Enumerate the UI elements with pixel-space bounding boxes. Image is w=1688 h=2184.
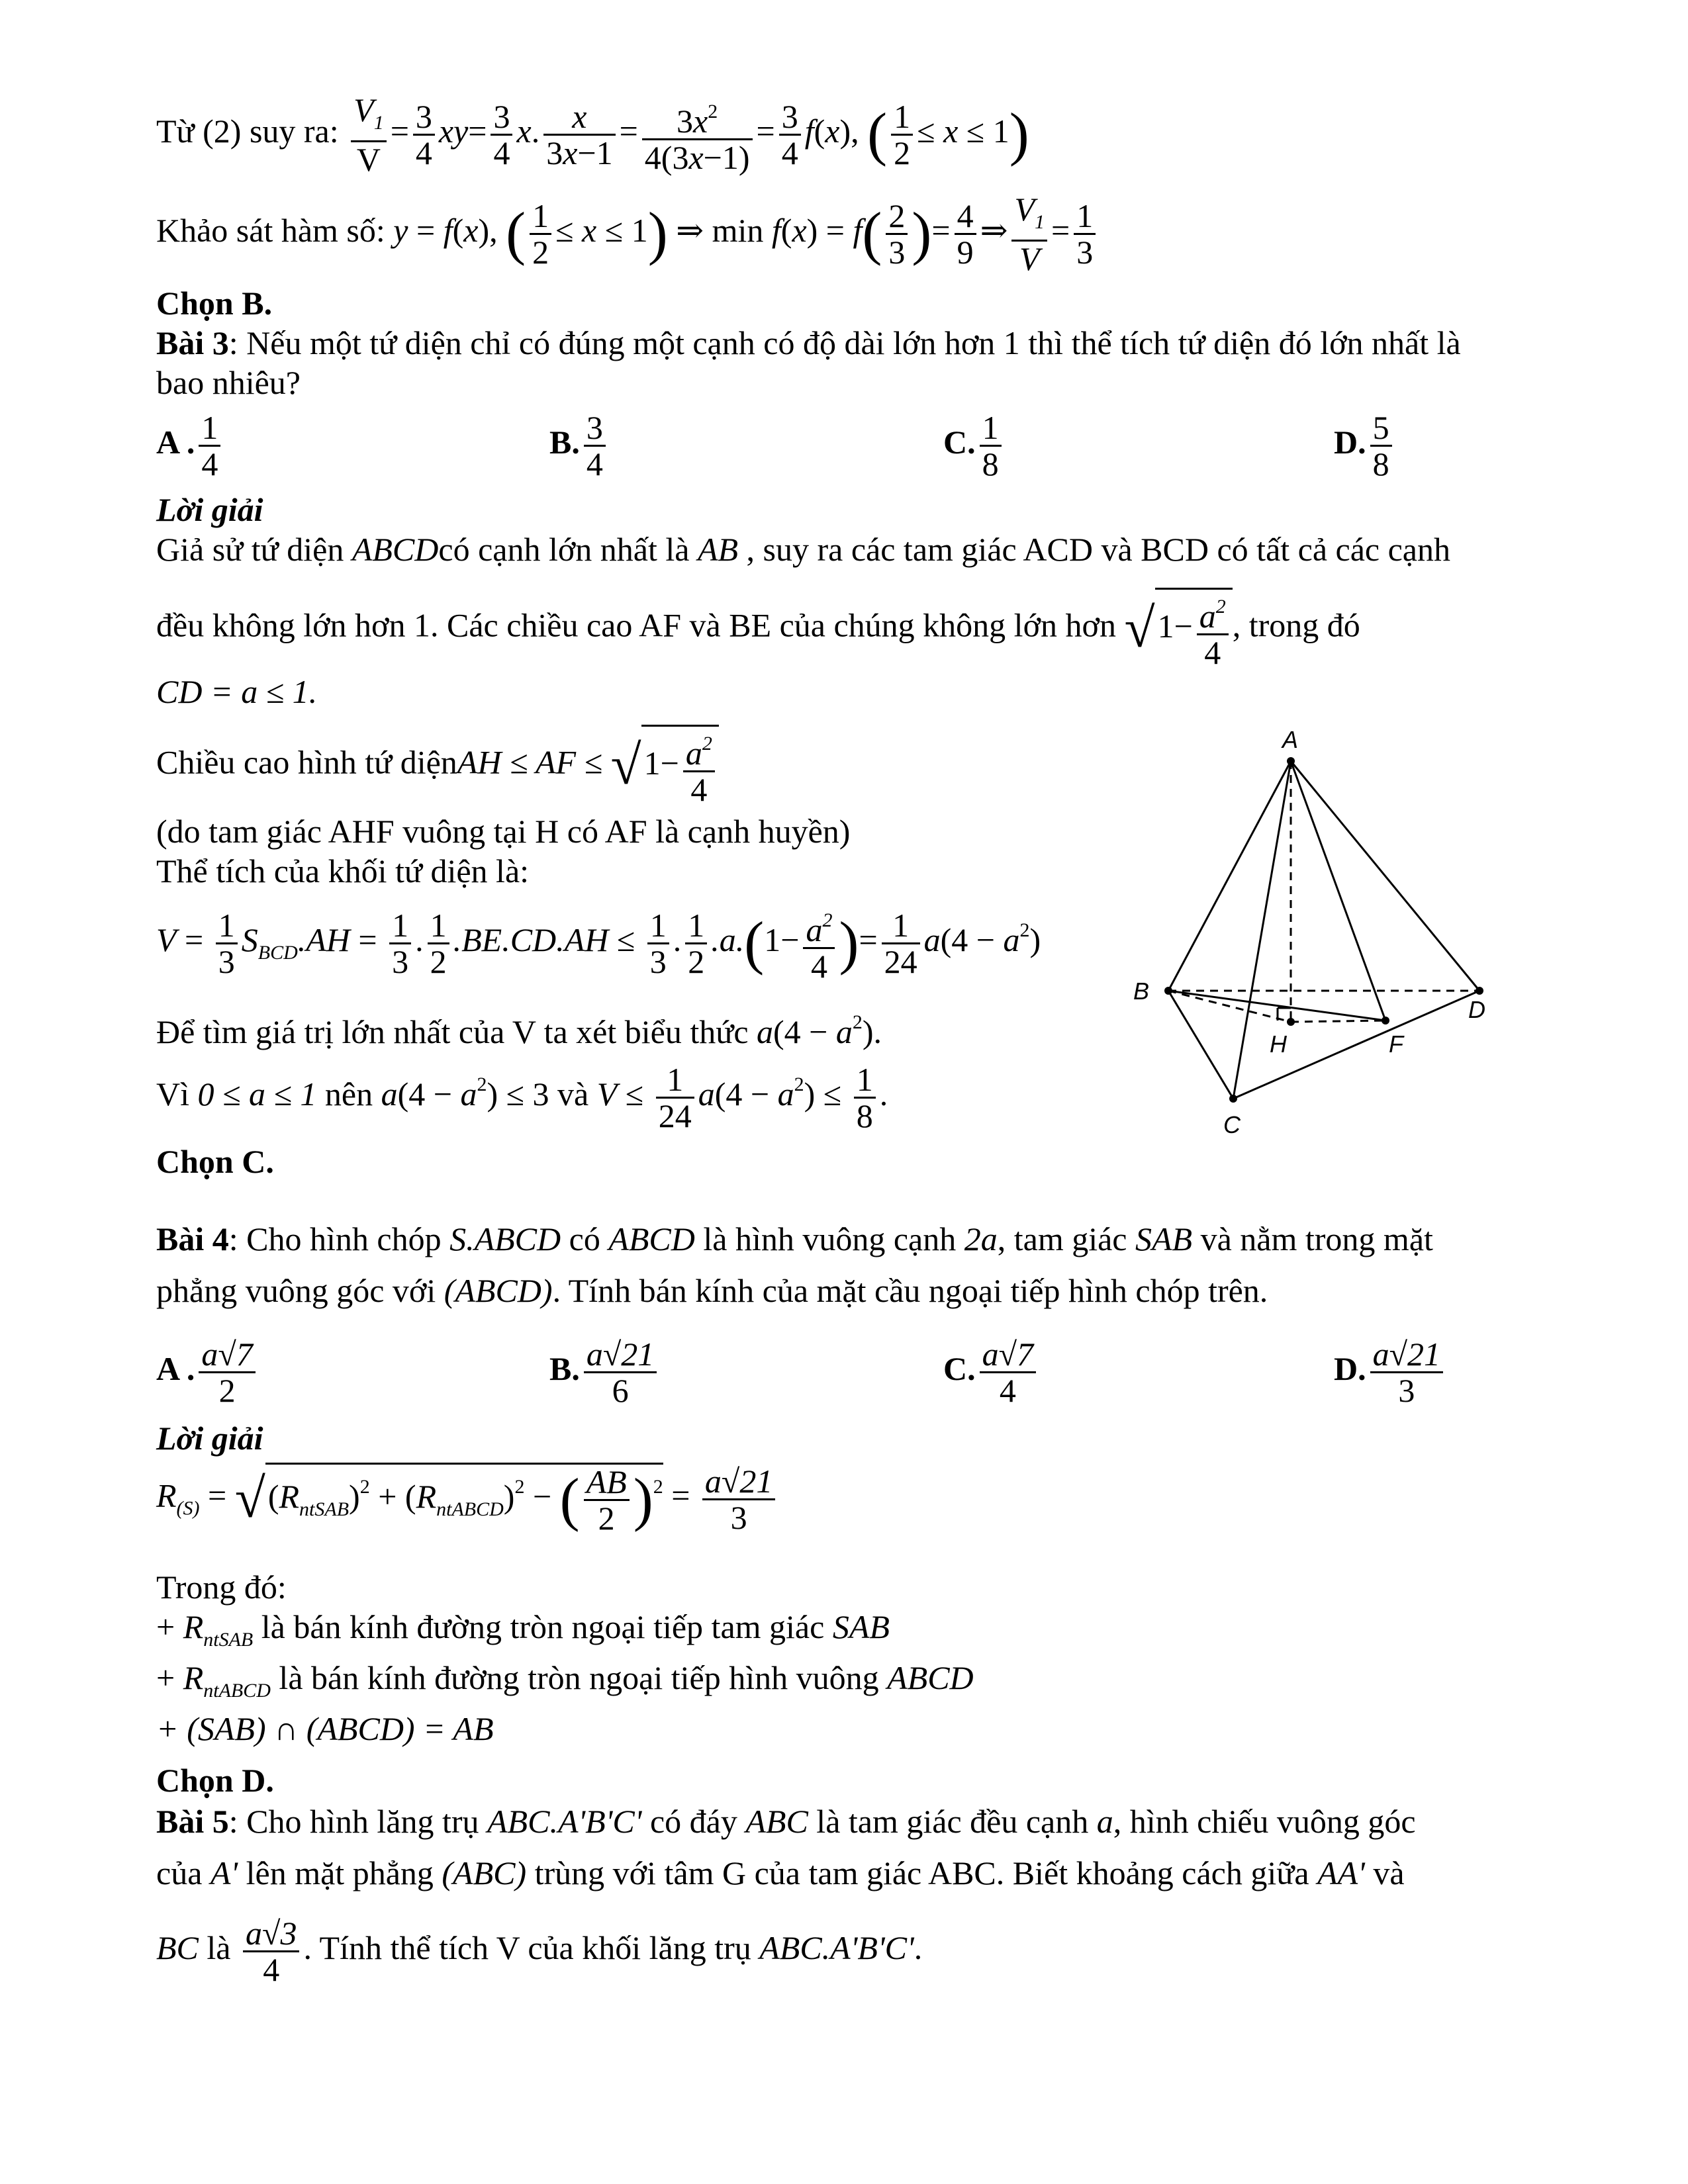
bai4-radius-formula: $R_{(S)} = √(R_{ntSAB})^2 + (R_{ntABCD})^2$ − ( $\frac{AB}{2}$ )$^2$ = $\frac{a√21}{3}$ xyxy=(156,1463,779,1535)
bai4-option-a[interactable]: A . $\frac{a√7}{2}$ xyxy=(156,1337,259,1408)
bai4-question-line1: Bài 4: Cho hình chóp S.ABCD có ABCD là hình vuông cạnh 2a, tam giác SAB và nằm trong mặt xyxy=(156,1220,1433,1257)
line-2: Khảo sát hàm số: y = f(x), ( $\frac{1}{2}$ ≤ x ≤ 1) ⇒ min f(x) = f( $\frac{2}{3}$ )= $\frac{4}{9}$ ⇒ $\frac{V_1}{V}$ = $\frac{1}{3}$ xyxy=(156,192,1100,276)
bai4-option-c[interactable]: C. $\frac{a√7}{4}$ xyxy=(943,1337,1040,1408)
bai4-note2: + $R_{ntABCD}$ là bán kính đường tròn ngoại tiếp hình vuông ABCD xyxy=(156,1659,974,1702)
label-b: B xyxy=(1133,978,1150,1005)
bai3-option-c[interactable]: C. $\frac{1}{8}$ xyxy=(943,410,1006,481)
bai4-chon: Chọn D. xyxy=(156,1762,274,1799)
bai3-sol-line2: đều không lớn hơn 1. Các chiều cao AF và BE của chúng không lớn hơn √1− $\frac{a^2}{4}$ , trong đó xyxy=(156,588,1360,670)
bai3-sol-line1: Giả sử tứ diện ABCDcó cạnh lớn nhất là AB , suy ra các tam giác ACD và BCD có tất cả các cạnh xyxy=(156,531,1450,568)
label-h: H xyxy=(1270,1030,1287,1058)
bai4-option-d[interactable]: D. $\frac{a√21}{3}$ xyxy=(1334,1337,1447,1408)
bai3-option-d[interactable]: D. $\frac{5}{8}$ xyxy=(1334,410,1396,481)
bai4-question-line2: phẳng vuông góc với (ABCD). Tính bán kính của mặt cầu ngoại tiếp hình chóp trên. xyxy=(156,1272,1268,1309)
bai3-question-line2: bao nhiêu? xyxy=(156,364,301,401)
bai4-loigiai: Lời giải xyxy=(156,1420,263,1457)
line-1: Từ (2) suy ra: $\frac{V_1}{V}$ = $\frac{3}{4}$ xy= $\frac{3}{4}$ x. $\frac{x}{3x-1}$ = $\frac{3x^2}{4(3x-1)}$ = $\frac{3}{4}$ f(x), ( $\frac{1}{2}$ ≤ x ≤ 1) xyxy=(156,91,1029,178)
bai4-option-b[interactable]: B. $\frac{a√21}{6}$ xyxy=(549,1337,661,1408)
bai3-sol-line3: CD = a ≤ 1. xyxy=(156,673,318,710)
line-2-prefix: Khảo sát hàm số: xyxy=(156,211,385,249)
bai3-chon: Chọn C. xyxy=(156,1143,274,1180)
bai5-question-line1: Bài 5: Cho hình lăng trụ ABC.A'B'C' có đáy ABC là tam giác đều cạnh a, hình chiếu vuông góc xyxy=(156,1803,1416,1840)
bai4-trongdo: Trong đó: xyxy=(156,1569,287,1606)
bai4-note1: + $R_{ntSAB}$ là bán kính đường tròn ngoại tiếp tam giác SAB xyxy=(156,1608,890,1651)
bai3-sol-line4: Chiều cao hình tứ diệnAH ≤ AF ≤ √1− $\frac{a^2}{4}$ xyxy=(156,725,719,807)
bai3-sol-line8: Để tìm giá trị lớn nhất của V ta xét biểu thức $a(4 - a^2)$. xyxy=(156,1011,882,1050)
label-a: A xyxy=(1282,726,1299,753)
label-c: C xyxy=(1223,1111,1241,1138)
label-f: F xyxy=(1389,1030,1403,1058)
bai4-note3: + (SAB) ∩ (ABCD) = AB xyxy=(156,1710,494,1747)
bai3-sol-line5: (do tam giác AHF vuông tại H có AF là cạnh huyền) xyxy=(156,813,851,850)
bai3-question-line1: Bài 3: Nếu một tứ diện chỉ có đúng một cạnh có độ dài lớn hơn 1 thì thể tích tứ diện đó lớn nhất là xyxy=(156,324,1461,361)
chon-b: Chọn B. xyxy=(156,285,273,322)
line-1-prefix: Từ (2) suy ra: xyxy=(156,112,339,150)
bai3-volume-formula: V = $\frac{1}{3}$ $S_{BCD}.AH$ = $\frac{1}{3}$ . $\frac{1}{2}$ .BE.CD.AH ≤ $\frac{1}{3}$ . $\frac{1}{2}$ .a.(1− $\frac{a^2}{4}$ )= $\frac{1}{24}$ $a(4 - a^2)$ xyxy=(156,903,1041,983)
label-d: D xyxy=(1468,996,1485,1023)
bai5-question-line3: BC là $\frac{a√3}{4}$ . Tính thể tích V của khối lăng trụ ABC.A'B'C'. xyxy=(156,1915,923,1988)
bai3-loigiai: Lời giải xyxy=(156,491,263,528)
bai5-question-line2: của A' lên mặt phẳng (ABC) trùng với tâm G của tam giác ABC. Biết khoảng cách giữa AA' và xyxy=(156,1854,1405,1891)
tetrahedron-figure xyxy=(1112,721,1523,1145)
bai3-option-b[interactable]: B. $\frac{3}{4}$ xyxy=(549,410,610,481)
bai3-sol-line9: Vì 0 ≤ a ≤ 1 nên $a(4 - a^2) \le 3$ và V ≤ $\frac{1}{24}$ $a(4 - a^2)$ ≤ $\frac{1}{8}$ . xyxy=(156,1061,888,1134)
bai3-option-a[interactable]: A . $\frac{1}{4}$ xyxy=(156,410,224,481)
bai3-sol-line6: Thể tích của khối tứ diện là: xyxy=(156,852,530,889)
